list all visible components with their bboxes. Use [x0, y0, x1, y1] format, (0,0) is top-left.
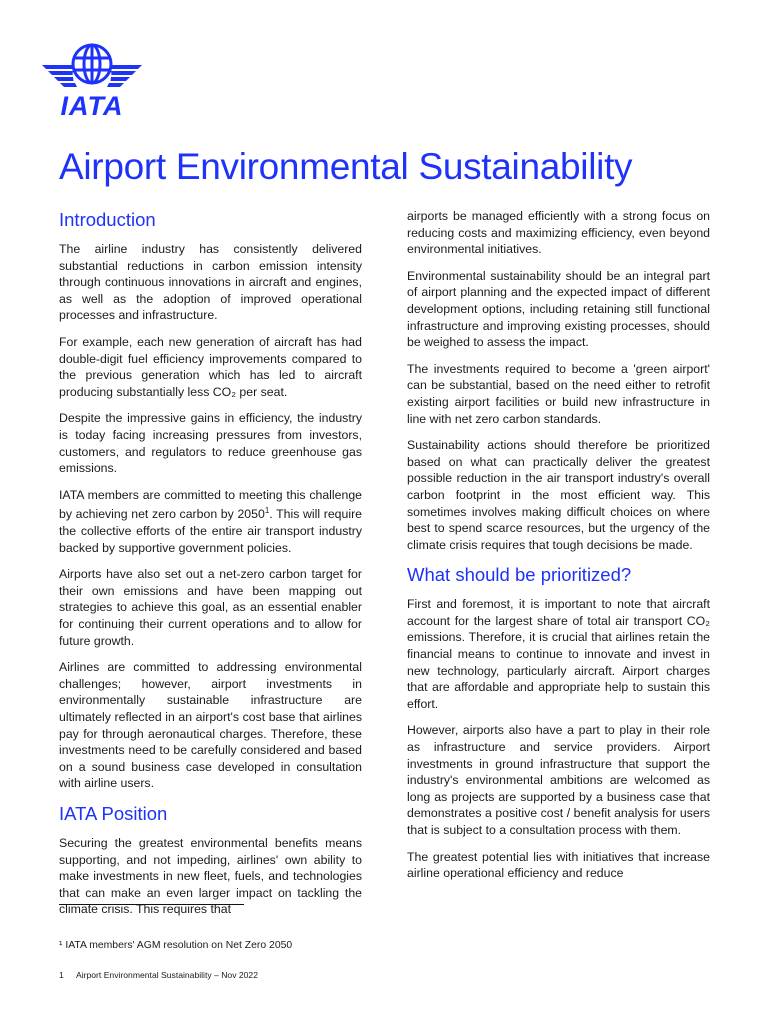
priorities-paragraph: However, airports also have a part to play in their role as infrastructure and service providers. Airport investments in ground infrastructure that support the industry's environmental ambitions are welcomed as long as projects are supported by a business case that demonstrates a positive cost / benefit analysis for users that is subject to a consultation process with them. — [407, 723, 710, 837]
svg-text:IATA: IATA — [60, 91, 124, 118]
page-title: Airport Environmental Sustainability — [59, 146, 633, 187]
intro-paragraph: The airline industry has consistently delivered substantial reductions in carbon emission intensity through continuous innovations in aircraft and engines, as well as the adoption of improved operational processes and infrastructure. — [59, 242, 362, 323]
footnote-ref: 1 — [264, 506, 270, 516]
intro-paragraph: For example, each new generation of aircraft has had double-digit fuel efficiency improvements compared to the previous generation which has led to aircraft producing substantially less CO₂ per seat. — [59, 334, 362, 399]
footnote: ¹ IATA members' AGM resolution on Net Zero 2050 — [59, 940, 293, 951]
introduction-heading: Introduction — [59, 209, 156, 230]
page-number: 1 — [59, 970, 64, 980]
paragraph-text: IATA members are committed to meeting this challenge by achieving net zero carbon by 2050 — [59, 487, 362, 522]
position-paragraph: Securing the greatest environmental benefits means supporting, and not impeding, airlines' own ability to make investments in new fleet, fuels, and technologies that can make an even larger impact on tackling the climate crisis. This requires that — [59, 835, 362, 917]
body-paragraph: airports be managed efficiently with a strong focus on reducing costs and maximizing efficiency, even beyond environmental initiatives. — [407, 209, 710, 257]
right-column — [407, 208, 710, 892]
iata-logo — [40, 40, 144, 118]
footer-text: Airport Environmental Sustainability – Nov 2022 — [76, 970, 258, 980]
page-footer — [59, 970, 258, 980]
body-paragraph: Sustainability actions should therefore be prioritized based on what can practically deliver the greatest possible reduction in the air transport industry's overall carbon footprint in the most efficient way. This sometimes involves making difficult choices on where best to spend scarce resources, but the urgency of the climate crisis requires that tough decisions be made. — [407, 438, 710, 552]
body-paragraph: The investments required to become a 'green airport' can be substantial, based on the need either to retrofit existing airport facilities or build new infrastructure in line with net zero carbon standards. — [407, 361, 710, 426]
priorities-heading: What should be prioritized? — [407, 564, 632, 586]
priorities-paragraph: The greatest potential lies with initiatives that increase airline operational efficiency and reduce — [407, 849, 710, 881]
intro-paragraph: Airlines are committed to addressing environmental challenges; however, airport investments in environmentally sustainable infrastructure are ultimately reflected in an airport's cost base that airlines pay for through aeronautical charges. Therefore, these investments need to be carefully considered and based on a sound business case developed in consultation with airline users. — [59, 660, 362, 791]
intro-paragraph-net-zero — [59, 487, 362, 556]
intro-paragraph: Airports have also set out a net-zero carbon target for their own emissions and have been mapping out strategies to achieve this goal, as an essential enabler for continuing their current operations and to allow for future growth. — [59, 567, 362, 648]
left-column — [59, 208, 362, 928]
footnote-divider — [59, 904, 244, 905]
iata-position-heading: IATA Position — [59, 802, 168, 824]
priorities-paragraph: First and foremost, it is important to note that aircraft account for the largest share of total air transport CO₂ emissions. Therefore, it is crucial that airlines retain the financial means to continue to innovate and invest in new technology, particularly aircraft. Airport charges that are affordable and appropriate help to sustain this effort. — [407, 597, 710, 711]
body-paragraph: Environmental sustainability should be an integral part of airport planning and the expected impact of different development options, including retaining still functional infrastructure and improving existing processes, should be weighed to assess the impact. — [407, 268, 710, 350]
paragraph-text: . This will require the collective efforts of the entire air transport industry backed by supportive government policies. — [59, 507, 362, 555]
intro-paragraph: Despite the impressive gains in efficiency, the industry is today facing increasing pressures from investors, customers, and regulators to reduce greenhouse gas emissions. — [59, 411, 362, 476]
